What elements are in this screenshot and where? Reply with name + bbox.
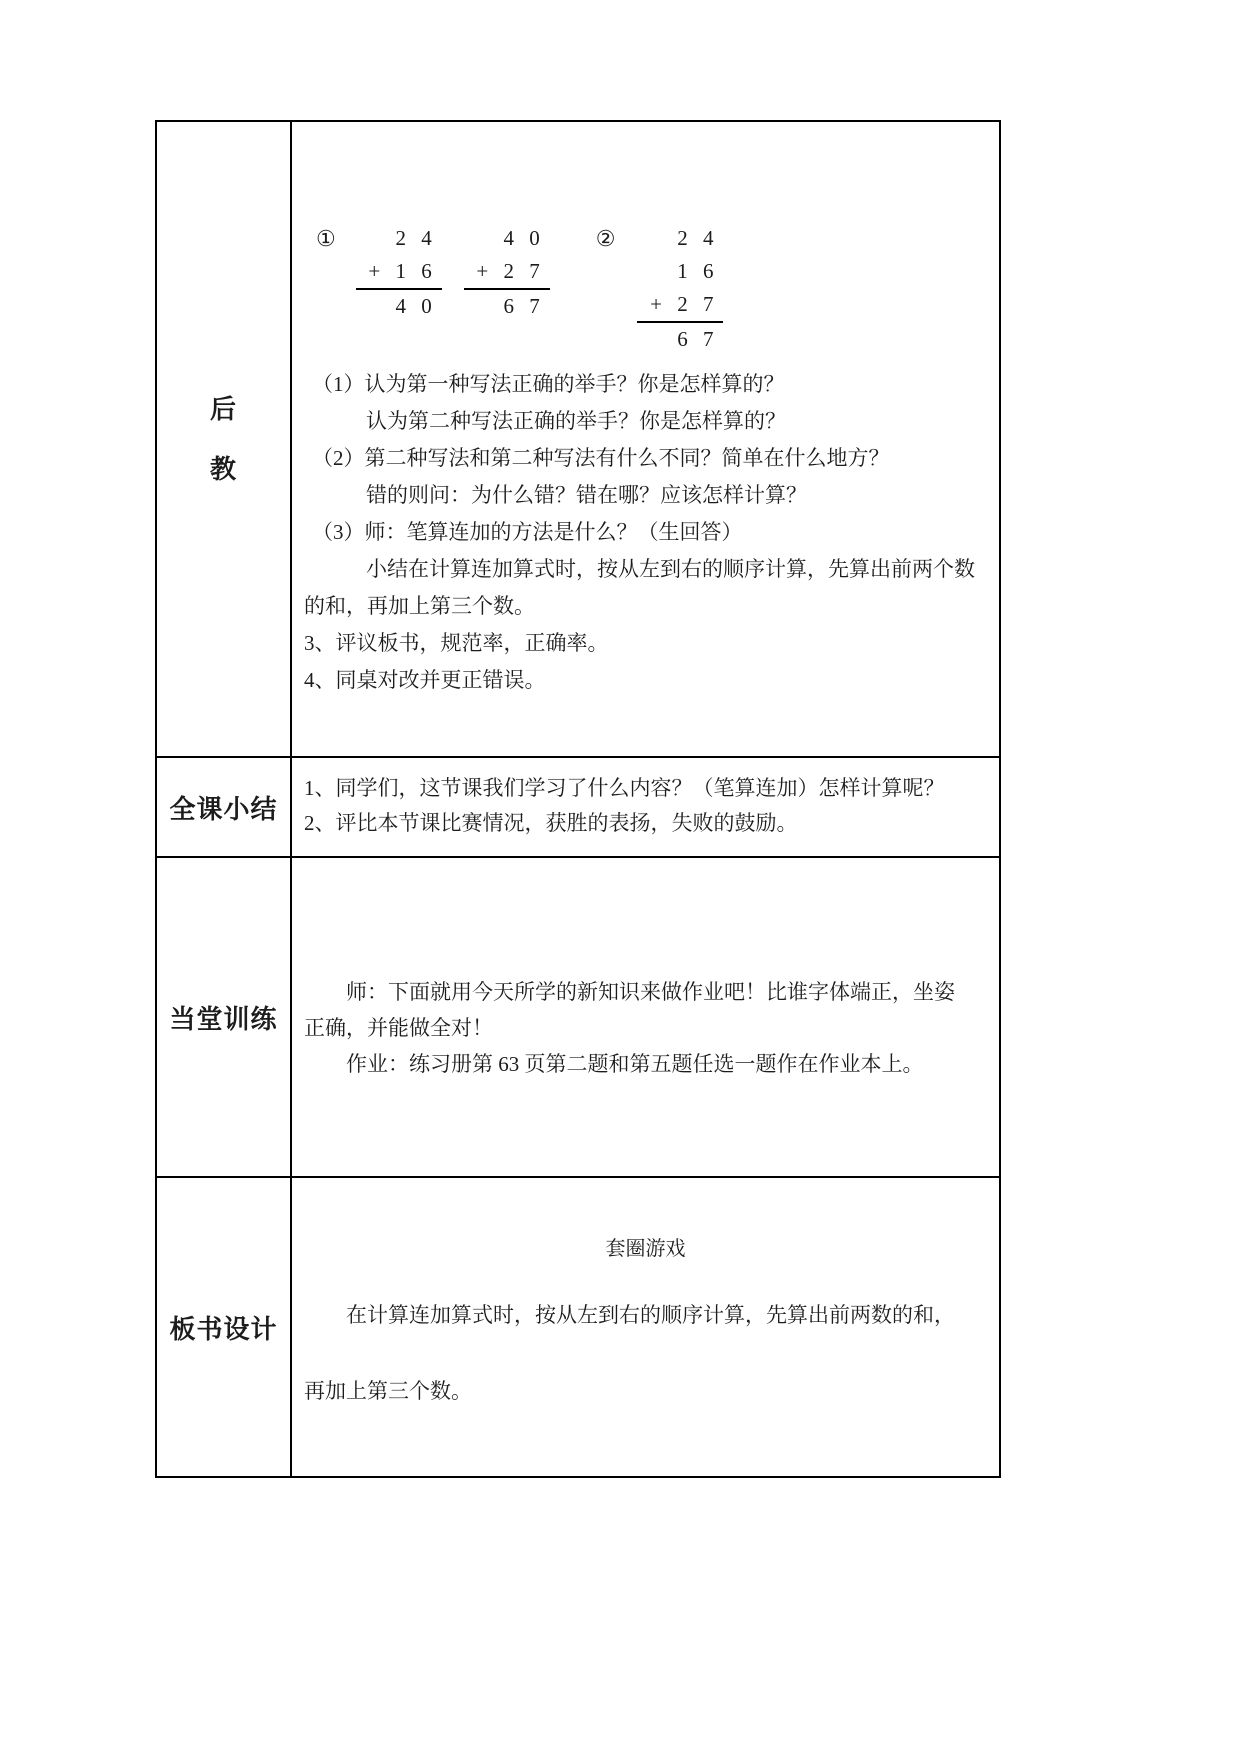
addend-row: 4 0 bbox=[503, 226, 542, 250]
vertical-addition-2 bbox=[637, 222, 723, 356]
row-content-houjiao bbox=[292, 122, 999, 756]
vertical-addition-1b bbox=[464, 222, 550, 323]
addend-operator-row: + 2 7 bbox=[464, 255, 550, 290]
problem-1-badge: ① bbox=[316, 226, 336, 251]
sum-row: 6 7 bbox=[677, 327, 716, 351]
text-line: 小结在计算连加算式时，按从左到右的顺序计算，先算出前两个数 bbox=[366, 557, 975, 581]
row-label-char: 教 bbox=[209, 454, 237, 484]
sum-row: 6 7 bbox=[503, 294, 542, 318]
addend-row: 2 4 bbox=[677, 226, 716, 250]
row-content-summary bbox=[292, 758, 999, 856]
text-line: 师：下面就用今天所学的新知识来做作业吧！比谁字体端正，坐姿 bbox=[346, 980, 955, 1004]
text-line: 认为第二种写法正确的举手？你是怎样算的？ bbox=[366, 409, 786, 433]
row-label-char: 后 bbox=[209, 394, 237, 424]
row-label-text: 全课小结 bbox=[169, 793, 278, 824]
row-label-houjiao bbox=[157, 122, 292, 756]
row-content-training bbox=[292, 858, 999, 1176]
vertical-addition-1a bbox=[356, 222, 442, 323]
row-label-text: 板书设计 bbox=[169, 1313, 278, 1344]
row-label-text: 当堂训练 bbox=[169, 1003, 278, 1034]
addend-row: 2 4 bbox=[395, 226, 434, 250]
addend-operator-row: + 1 6 bbox=[356, 255, 442, 290]
text-line: 作业：练习册第 63 页第二题和第五题任选一题作在作业本上。 bbox=[346, 1052, 924, 1076]
addend-operator-row: + 2 7 bbox=[637, 288, 723, 323]
text-line: （2）第二种写法和第二种写法有什么不同？简单在什么地方？ bbox=[312, 446, 890, 470]
text-line: 的和，再加上第三个数。 bbox=[304, 594, 535, 618]
text-line: （1）认为第一种写法正确的举手？你是怎样算的？ bbox=[312, 372, 785, 396]
text-line: 正确，并能做全对！ bbox=[304, 1016, 493, 1040]
row-label-summary bbox=[157, 758, 292, 856]
problem-2-badge: ② bbox=[595, 226, 616, 251]
text-line: 2、评比本节课比赛情况，获胜的表扬，失败的鼓励。 bbox=[304, 811, 798, 835]
row-content-board-design bbox=[292, 1178, 999, 1476]
table-row-board-design bbox=[157, 1176, 999, 1476]
text-line: 3、评议板书，规范率，正确率。 bbox=[304, 631, 609, 655]
sum-row: 4 0 bbox=[395, 294, 434, 318]
table-row-training bbox=[157, 856, 999, 1176]
row-label-training bbox=[157, 858, 292, 1176]
text-line: 错的则问：为什么错？错在哪？应该怎样计算？ bbox=[366, 483, 807, 507]
text-line: 在计算连加算式时，按从左到右的顺序计算，先算出前两数的和， bbox=[346, 1303, 955, 1327]
math-problems bbox=[304, 122, 987, 356]
board-title: 套圈游戏 bbox=[605, 1238, 686, 1260]
table-row-houjiao bbox=[157, 122, 999, 756]
text-line: （3）师：笔算连加的方法是什么？（生回答） bbox=[312, 520, 743, 544]
row-label-board-design bbox=[157, 1178, 292, 1476]
text-line: 再加上第三个数。 bbox=[304, 1379, 472, 1403]
text-line: 4、同桌对改并更正错误。 bbox=[304, 668, 546, 692]
addend-row: 1 6 bbox=[677, 259, 716, 283]
houjiao-text bbox=[304, 366, 987, 699]
text-line: 1、同学们，这节课我们学习了什么内容？（笔算连加）怎样计算呢？ bbox=[304, 776, 945, 800]
lesson-plan-table bbox=[155, 120, 1001, 1478]
table-row-summary bbox=[157, 756, 999, 856]
